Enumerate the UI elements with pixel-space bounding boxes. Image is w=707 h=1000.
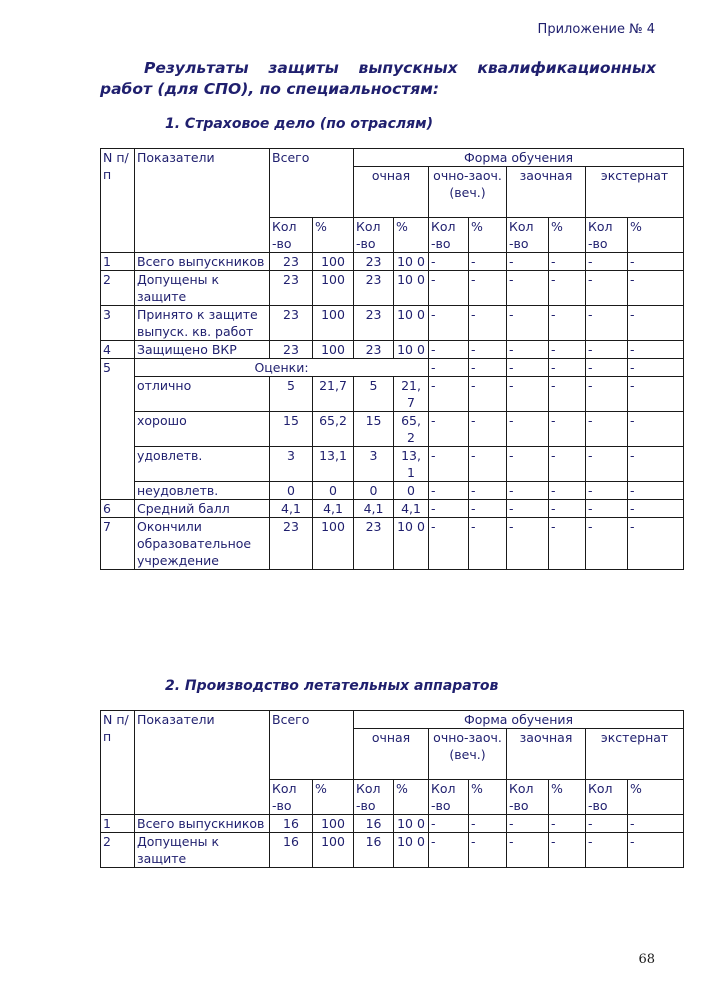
cell-empty-dash: - bbox=[429, 271, 469, 306]
cell-fulltime-count: 23 bbox=[354, 271, 394, 306]
table-row bbox=[101, 447, 684, 482]
header-num: N п/п bbox=[101, 149, 135, 253]
cell-empty-dash: - bbox=[469, 482, 507, 500]
cell-empty-dash: - bbox=[469, 815, 507, 833]
cell-empty-dash: - bbox=[549, 253, 586, 271]
header-percent: % bbox=[313, 780, 354, 815]
cell-empty-dash: - bbox=[586, 518, 628, 570]
header-external: экстернат bbox=[586, 167, 684, 218]
cell-empty-dash: - bbox=[469, 447, 507, 482]
cell-total-percent: 65,2 bbox=[313, 412, 354, 447]
cell-empty-dash: - bbox=[586, 341, 628, 359]
cell-fulltime-count: 5 bbox=[354, 377, 394, 412]
cell-empty-dash: - bbox=[469, 341, 507, 359]
cell-empty-dash: - bbox=[549, 500, 586, 518]
cell-fulltime-count: 4,1 bbox=[354, 500, 394, 518]
cell-empty-dash: - bbox=[586, 447, 628, 482]
cell-empty-dash: - bbox=[549, 271, 586, 306]
header-percent: % bbox=[469, 780, 507, 815]
cell-empty-dash: - bbox=[586, 253, 628, 271]
cell-total-percent: 100 bbox=[313, 341, 354, 359]
cell-empty-dash: - bbox=[628, 815, 684, 833]
cell-total-count: 16 bbox=[270, 815, 313, 833]
cell-total-count: 23 bbox=[270, 271, 313, 306]
cell-empty-dash: - bbox=[507, 518, 549, 570]
cell-fulltime-percent: 10 0 bbox=[394, 518, 429, 570]
cell-empty-dash: - bbox=[549, 359, 586, 377]
cell-total-count: 23 bbox=[270, 306, 313, 341]
row-label: удовлетв. bbox=[135, 447, 270, 482]
cell-empty-dash: - bbox=[507, 500, 549, 518]
cell-total-percent: 100 bbox=[313, 518, 354, 570]
header-count: Кол -во bbox=[429, 218, 469, 253]
cell-empty-dash: - bbox=[429, 815, 469, 833]
header-total: Всего bbox=[270, 711, 354, 780]
cell-empty-dash: - bbox=[429, 306, 469, 341]
row-number: 1 bbox=[101, 253, 135, 271]
cell-fulltime-percent: 21, 7 bbox=[394, 377, 429, 412]
cell-empty-dash: - bbox=[549, 377, 586, 412]
cell-empty-dash: - bbox=[469, 518, 507, 570]
cell-empty-dash: - bbox=[507, 412, 549, 447]
appendix-label: Приложение № 4 bbox=[537, 22, 655, 37]
cell-empty-dash: - bbox=[507, 833, 549, 868]
cell-empty-dash: - bbox=[429, 253, 469, 271]
cell-empty-dash: - bbox=[549, 412, 586, 447]
cell-total-count: 23 bbox=[270, 518, 313, 570]
header-percent: % bbox=[549, 218, 586, 253]
header-num: N п/п bbox=[101, 711, 135, 815]
row-label: Оценки: bbox=[135, 359, 429, 377]
cell-empty-dash: - bbox=[628, 833, 684, 868]
cell-total-percent: 100 bbox=[313, 815, 354, 833]
results-table-2 bbox=[100, 710, 684, 868]
cell-fulltime-count: 23 bbox=[354, 341, 394, 359]
cell-fulltime-percent: 10 0 bbox=[394, 271, 429, 306]
header-indicators: Показатели bbox=[135, 711, 270, 815]
cell-total-count: 4,1 bbox=[270, 500, 313, 518]
header-part-time-evening: очно-заоч. (веч.) bbox=[429, 167, 507, 218]
section-title-2: 2. Производство летательных аппаратов bbox=[165, 678, 499, 694]
header-percent: % bbox=[628, 218, 684, 253]
cell-fulltime-percent: 10 0 bbox=[394, 341, 429, 359]
cell-empty-dash: - bbox=[549, 341, 586, 359]
document-title: Результаты защиты выпускных квалификационных работ (для СПО), по специальностям: bbox=[100, 59, 656, 98]
header-form-of-study: Форма обучения bbox=[354, 149, 684, 167]
cell-total-percent: 100 bbox=[313, 253, 354, 271]
row-label: отлично bbox=[135, 377, 270, 412]
table-row bbox=[101, 306, 684, 341]
cell-empty-dash: - bbox=[469, 271, 507, 306]
cell-empty-dash: - bbox=[429, 518, 469, 570]
cell-empty-dash: - bbox=[628, 377, 684, 412]
cell-empty-dash: - bbox=[628, 341, 684, 359]
row-label: Всего выпускников bbox=[135, 253, 270, 271]
cell-empty-dash: - bbox=[507, 341, 549, 359]
cell-total-count: 16 bbox=[270, 833, 313, 868]
cell-empty-dash: - bbox=[586, 359, 628, 377]
cell-empty-dash: - bbox=[429, 341, 469, 359]
table-row bbox=[101, 518, 684, 570]
header-row bbox=[101, 711, 684, 729]
cell-empty-dash: - bbox=[549, 518, 586, 570]
cell-empty-dash: - bbox=[628, 482, 684, 500]
row-label: Окончили образовательное учреждение bbox=[135, 518, 270, 570]
header-percent: % bbox=[469, 218, 507, 253]
cell-empty-dash: - bbox=[549, 482, 586, 500]
cell-empty-dash: - bbox=[469, 359, 507, 377]
header-percent: % bbox=[549, 780, 586, 815]
row-label: Допущены к защите bbox=[135, 833, 270, 868]
row-label: Принято к защите выпуск. кв. работ bbox=[135, 306, 270, 341]
table-row bbox=[101, 253, 684, 271]
cell-fulltime-count: 23 bbox=[354, 518, 394, 570]
table-row bbox=[101, 815, 684, 833]
cell-empty-dash: - bbox=[586, 833, 628, 868]
cell-empty-dash: - bbox=[469, 500, 507, 518]
row-number: 2 bbox=[101, 271, 135, 306]
cell-empty-dash: - bbox=[469, 833, 507, 868]
cell-total-count: 3 bbox=[270, 447, 313, 482]
row-label: Средний балл bbox=[135, 500, 270, 518]
cell-total-count: 5 bbox=[270, 377, 313, 412]
header-correspondence: заочная bbox=[507, 729, 586, 780]
cell-fulltime-count: 15 bbox=[354, 412, 394, 447]
header-part-time-evening: очно-заоч. (веч.) bbox=[429, 729, 507, 780]
cell-empty-dash: - bbox=[628, 253, 684, 271]
table-row bbox=[101, 833, 684, 868]
header-count: Кол -во bbox=[586, 218, 628, 253]
header-indicators: Показатели bbox=[135, 149, 270, 253]
cell-fulltime-percent: 10 0 bbox=[394, 306, 429, 341]
header-count: Кол -во bbox=[429, 780, 469, 815]
header-percent: % bbox=[394, 218, 429, 253]
cell-empty-dash: - bbox=[628, 518, 684, 570]
cell-empty-dash: - bbox=[429, 833, 469, 868]
cell-empty-dash: - bbox=[628, 271, 684, 306]
cell-total-count: 0 bbox=[270, 482, 313, 500]
row-label: Допущены к защите bbox=[135, 271, 270, 306]
header-count: Кол -во bbox=[270, 218, 313, 253]
header-count: Кол -во bbox=[507, 218, 549, 253]
cell-total-count: 15 bbox=[270, 412, 313, 447]
cell-empty-dash: - bbox=[507, 271, 549, 306]
cell-total-percent: 21,7 bbox=[313, 377, 354, 412]
cell-empty-dash: - bbox=[549, 833, 586, 868]
cell-empty-dash: - bbox=[628, 447, 684, 482]
header-total: Всего bbox=[270, 149, 354, 218]
cell-total-percent: 100 bbox=[313, 306, 354, 341]
cell-empty-dash: - bbox=[586, 500, 628, 518]
cell-empty-dash: - bbox=[469, 253, 507, 271]
row-label: Всего выпускников bbox=[135, 815, 270, 833]
section-title-1: 1. Страховое дело (по отраслям) bbox=[165, 116, 433, 132]
cell-empty-dash: - bbox=[507, 359, 549, 377]
cell-fulltime-percent: 10 0 bbox=[394, 253, 429, 271]
table-row bbox=[101, 359, 684, 377]
cell-empty-dash: - bbox=[586, 815, 628, 833]
header-percent: % bbox=[313, 218, 354, 253]
row-number: 4 bbox=[101, 341, 135, 359]
cell-empty-dash: - bbox=[549, 306, 586, 341]
cell-total-percent: 4,1 bbox=[313, 500, 354, 518]
cell-empty-dash: - bbox=[507, 306, 549, 341]
cell-fulltime-count: 16 bbox=[354, 833, 394, 868]
cell-fulltime-percent: 65, 2 bbox=[394, 412, 429, 447]
row-number: 2 bbox=[101, 833, 135, 868]
row-number: 5 bbox=[101, 359, 135, 500]
cell-fulltime-count: 23 bbox=[354, 306, 394, 341]
header-count: Кол -во bbox=[507, 780, 549, 815]
header-count: Кол -во bbox=[270, 780, 313, 815]
cell-fulltime-count: 0 bbox=[354, 482, 394, 500]
results-table-1 bbox=[100, 148, 684, 570]
cell-empty-dash: - bbox=[469, 306, 507, 341]
cell-fulltime-count: 3 bbox=[354, 447, 394, 482]
header-correspondence: заочная bbox=[507, 167, 586, 218]
cell-empty-dash: - bbox=[628, 359, 684, 377]
header-full-time: очная bbox=[354, 729, 429, 780]
cell-total-count: 23 bbox=[270, 253, 313, 271]
row-number: 1 bbox=[101, 815, 135, 833]
cell-fulltime-percent: 4,1 bbox=[394, 500, 429, 518]
cell-total-count: 23 bbox=[270, 341, 313, 359]
row-number: 3 bbox=[101, 306, 135, 341]
table-row bbox=[101, 482, 684, 500]
header-row bbox=[101, 149, 684, 167]
page-number: 68 bbox=[638, 952, 655, 967]
row-number: 7 bbox=[101, 518, 135, 570]
cell-total-percent: 13,1 bbox=[313, 447, 354, 482]
header-count: Кол -во bbox=[354, 780, 394, 815]
cell-empty-dash: - bbox=[429, 412, 469, 447]
cell-total-percent: 100 bbox=[313, 833, 354, 868]
cell-empty-dash: - bbox=[628, 306, 684, 341]
cell-empty-dash: - bbox=[586, 377, 628, 412]
cell-fulltime-percent: 0 bbox=[394, 482, 429, 500]
table-body-2 bbox=[101, 711, 684, 868]
cell-total-percent: 100 bbox=[313, 271, 354, 306]
cell-fulltime-count: 23 bbox=[354, 253, 394, 271]
header-external: экстернат bbox=[586, 729, 684, 780]
cell-empty-dash: - bbox=[429, 359, 469, 377]
table-body-1 bbox=[101, 149, 684, 570]
cell-empty-dash: - bbox=[507, 815, 549, 833]
row-number: 6 bbox=[101, 500, 135, 518]
cell-empty-dash: - bbox=[429, 482, 469, 500]
cell-fulltime-percent: 10 0 bbox=[394, 815, 429, 833]
table-row bbox=[101, 341, 684, 359]
header-count: Кол -во bbox=[586, 780, 628, 815]
cell-empty-dash: - bbox=[507, 253, 549, 271]
cell-fulltime-percent: 10 0 bbox=[394, 833, 429, 868]
cell-empty-dash: - bbox=[469, 377, 507, 412]
cell-empty-dash: - bbox=[549, 815, 586, 833]
row-label: хорошо bbox=[135, 412, 270, 447]
table-row bbox=[101, 377, 684, 412]
cell-empty-dash: - bbox=[586, 271, 628, 306]
cell-empty-dash: - bbox=[469, 412, 507, 447]
cell-empty-dash: - bbox=[507, 447, 549, 482]
cell-empty-dash: - bbox=[628, 500, 684, 518]
header-full-time: очная bbox=[354, 167, 429, 218]
header-count: Кол -во bbox=[354, 218, 394, 253]
cell-empty-dash: - bbox=[549, 447, 586, 482]
cell-empty-dash: - bbox=[507, 377, 549, 412]
row-label: неудовлетв. bbox=[135, 482, 270, 500]
header-percent: % bbox=[394, 780, 429, 815]
header-percent: % bbox=[628, 780, 684, 815]
cell-empty-dash: - bbox=[586, 482, 628, 500]
table-row bbox=[101, 412, 684, 447]
cell-empty-dash: - bbox=[429, 447, 469, 482]
cell-empty-dash: - bbox=[586, 306, 628, 341]
cell-empty-dash: - bbox=[429, 500, 469, 518]
cell-empty-dash: - bbox=[628, 412, 684, 447]
cell-empty-dash: - bbox=[429, 377, 469, 412]
cell-total-percent: 0 bbox=[313, 482, 354, 500]
row-label: Защищено ВКР bbox=[135, 341, 270, 359]
cell-empty-dash: - bbox=[586, 412, 628, 447]
cell-fulltime-percent: 13, 1 bbox=[394, 447, 429, 482]
table-row bbox=[101, 500, 684, 518]
header-form-of-study: Форма обучения bbox=[354, 711, 684, 729]
cell-empty-dash: - bbox=[507, 482, 549, 500]
table-row bbox=[101, 271, 684, 306]
cell-fulltime-count: 16 bbox=[354, 815, 394, 833]
